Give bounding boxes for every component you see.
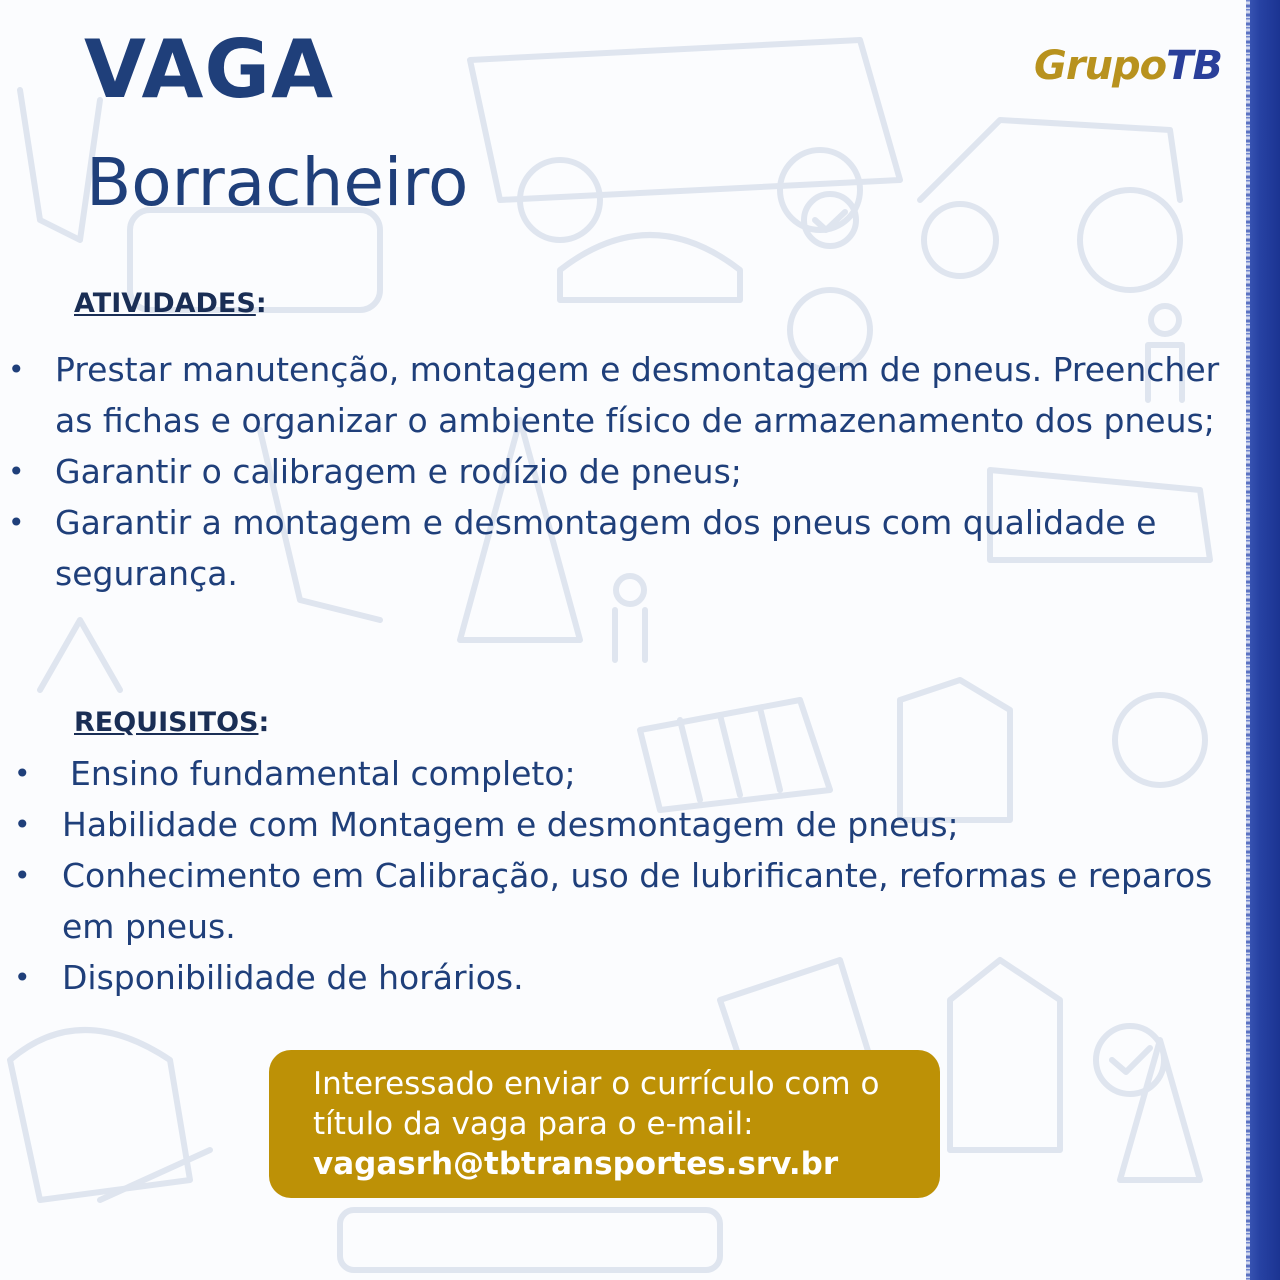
list-item: • Ensino fundamental completo;: [0, 748, 1220, 799]
requisitos-list: [0, 748, 1220, 1003]
side-decorative-strip: [1246, 0, 1280, 1280]
bullet-icon: •: [14, 808, 31, 841]
bullet-icon: •: [8, 506, 25, 539]
list-item: • Disponibilidade de horários.: [0, 952, 1220, 1003]
cta-line-1: Interessado enviar o currículo com o: [313, 1066, 880, 1102]
list-item: • Habilidade com Montagem e desmontagem de pneus;: [0, 799, 1220, 850]
list-item: • Garantir a montagem e desmontagem dos pneus com qualidade e segurança.: [0, 497, 1250, 599]
logo-text-tb: TB: [1166, 43, 1222, 89]
atividades-list: [0, 344, 1250, 599]
list-item: • Garantir o calibragem e rodízio de pneus;: [0, 446, 1250, 497]
page-title: VAGA: [84, 23, 334, 116]
list-item: • Prestar manutenção, montagem e desmontagem de pneus. Preencher as fichas e organizar o ambiente físico de armazenamento dos pneus;: [0, 344, 1250, 446]
cta-line-2: título da vaga para o e-mail:: [313, 1106, 754, 1142]
company-logo: [1034, 43, 1222, 89]
application-info-box: [269, 1050, 940, 1198]
requisitos-heading-text: REQUISITOS: [74, 707, 259, 738]
bullet-icon: •: [14, 757, 31, 790]
contact-email[interactable]: vagasrh@tbtransportes.srv.br: [313, 1146, 839, 1182]
requisitos-heading: REQUISITOS:: [74, 707, 270, 738]
bullet-icon: •: [14, 961, 31, 994]
bullet-icon: •: [14, 859, 31, 892]
logo-text-grupo: Grupo: [1034, 43, 1167, 89]
bullet-icon: •: [8, 455, 25, 488]
bullet-icon: •: [8, 353, 25, 386]
job-role-title: Borracheiro: [86, 144, 469, 221]
atividades-heading-text: ATIVIDADES: [74, 288, 256, 319]
list-item: • Conhecimento em Calibração, uso de lubrificante, reformas e reparos em pneus.: [0, 850, 1220, 952]
atividades-heading: ATIVIDADES:: [74, 288, 267, 319]
